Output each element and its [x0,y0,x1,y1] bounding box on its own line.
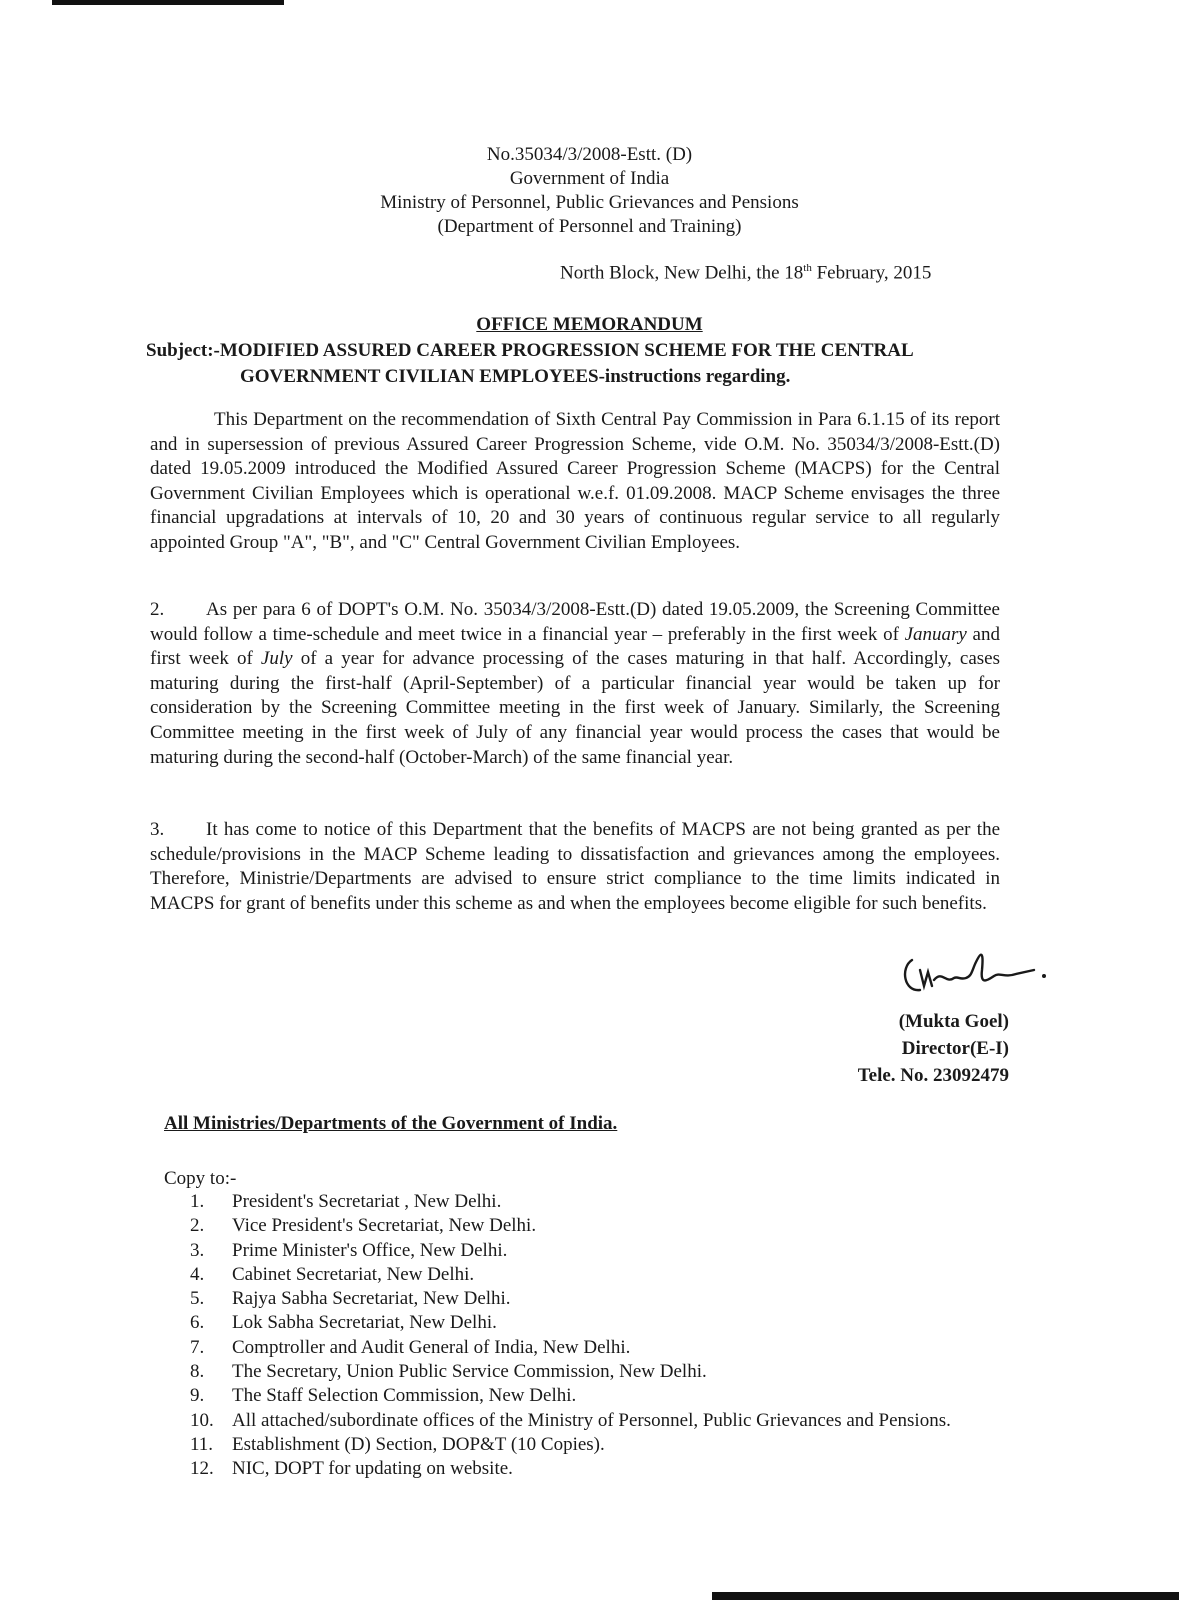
paragraph-3-number: 3. [150,819,165,840]
ministry-name: Ministry of Personnel, Public Grievances and Pensions [380,192,799,213]
paragraph-2-text-a: As per para 6 of DOPT's O.M. No. 35034/3/2008-Estt.(D) dated 19.05.2009, the Screening Committee would follow a time-schedule and meet twice in a financial year – preferably in the first week of [150,599,1000,645]
day-suffix: th [803,262,812,274]
list-item [190,1287,990,1311]
paragraph-3 [150,818,1000,916]
paragraph-2 [150,598,1000,770]
place: North Block, New Delhi, the [560,262,780,284]
subject [146,338,994,390]
list-item-text: Prime Minister's Office, New Delhi. [232,1239,508,1261]
paragraph-2-january: January [904,623,967,645]
subject-line-1: Subject:-MODIFIED ASSURED CAREER PROGRESSION SCHEME FOR THE CENTRAL [146,340,914,361]
list-item-number: 3. [190,1239,205,1261]
list-item-number: 10. [190,1409,214,1431]
paragraph-1: This Department on the recommendation of Sixth Central Pay Commission in Para 6.1.15 of its report and in supersession of previous Assured Career Progression Scheme, vide O.M. No. 35034/3/2008-Estt.(D) dated 19.05.2009 introduced the Modified Assured Career Progression Scheme (MACPS) for the Central Government Civilian Employees which is operational w.e.f. 01.09.2008. MACP Scheme envisages the three financial upgradations at intervals of 10, 20 and 30 years of continuous regular service to all regularly appointed Group "A", "B", and "C" Central Government Civilian Employees. [150,409,1000,553]
government-name: Government of India [509,168,670,189]
list-item [190,1457,990,1481]
handwritten-signature [898,940,1048,1000]
list-item [190,1360,990,1384]
month-year: February, 2015 [816,262,932,284]
paragraph-2-text-c: of a year for advance processing of the cases maturing in that half. Accordingly, cases maturing during the first-half (April-September) of a particular financial year would be taken up for consideration by the Screening Committee meeting in the first week of January. Similarly, the Screening Committee meeting in the first week of July of any financial year would process the cases that would be maturing during the second-half (October-March) of the same financial year. [150,648,1000,768]
list-item [190,1263,990,1287]
list-item [190,1214,990,1238]
scan-edge-top [52,0,284,5]
list-item-text: Lok Sabha Secretariat, New Delhi. [232,1312,497,1334]
list-item [190,1409,990,1433]
list-item-text: Cabinet Secretariat, New Delhi. [232,1263,475,1285]
day: 18 [784,262,804,284]
list-item-text: NIC, DOPT for updating on website. [232,1458,513,1480]
list-item-text: Establishment (D) Section, DOP&T (10 Copies). [232,1433,605,1455]
list-item [190,1336,990,1360]
list-item-number: 9. [190,1385,205,1407]
list-item-text: Comptroller and Audit General of India, New Delhi. [232,1336,631,1358]
list-item-number: 2. [190,1215,205,1237]
list-item-number: 11. [190,1433,214,1455]
list-item-text: Vice President's Secretariat, New Delhi. [232,1215,537,1237]
signatory-block [858,1008,1009,1089]
list-item-text: The Staff Selection Commission, New Delhi. [232,1385,577,1407]
paragraph-2-number: 2. [150,599,165,620]
addressee: All Ministries/Departments of the Government of India. [164,1113,618,1134]
list-item-number: 12. [190,1458,214,1480]
list-item-number: 4. [190,1263,205,1285]
list-item-number: 7. [190,1336,205,1358]
signatory-telephone: Tele. No. 23092479 [857,1065,1009,1086]
signatory-name: (Mukta Goel) [898,1011,1009,1032]
subject-line-2: GOVERNMENT CIVILIAN EMPLOYEES-instructions regarding. [240,366,791,387]
signatory-designation: Director(E-I) [901,1038,1009,1059]
list-item-text: All attached/subordinate offices of the Ministry of Personnel, Public Grievances and Pensions. [232,1409,951,1431]
list-item-number: 5. [190,1288,205,1310]
place-date [560,262,931,284]
reference-number: No.35034/3/2008-Estt. (D) [486,144,693,165]
list-item-number: 6. [190,1312,205,1334]
list-item-text: The Secretary, Union Public Service Commission, New Delhi. [232,1361,707,1383]
list-item-number: 8. [190,1361,205,1383]
list-item [190,1384,990,1408]
paragraph-2-july: July [260,648,293,670]
scan-edge-bottom [712,1592,1179,1600]
list-item-text: Rajya Sabha Secretariat, New Delhi. [232,1288,511,1310]
paragraph-3-text: It has come to notice of this Department that the benefits of MACPS are not being granted as per the schedule/provisions in the MACP Scheme leading to dissatisfaction and grievances among the employees. Therefore, Ministrie/Departments are advised to ensure strict compliance to the time limits indicated in MACPS for grant of benefits under this scheme as and when the employees become eligible for such benefits. [150,819,1000,914]
copy-to-list [190,1190,990,1482]
list-item [190,1239,990,1263]
memo-title: OFFICE MEMORANDUM [476,314,703,335]
copy-to-label: Copy to:- [164,1168,237,1189]
department-name: (Department of Personnel and Training) [437,216,742,237]
letterhead [0,143,1179,239]
list-item [190,1311,990,1335]
list-item-text: President's Secretariat , New Delhi. [232,1191,502,1212]
list-item-number: 1. [190,1191,205,1212]
list-item [190,1433,990,1457]
list-item [190,1190,990,1214]
paragraph-2-text-b: and first week of [150,623,1000,670]
